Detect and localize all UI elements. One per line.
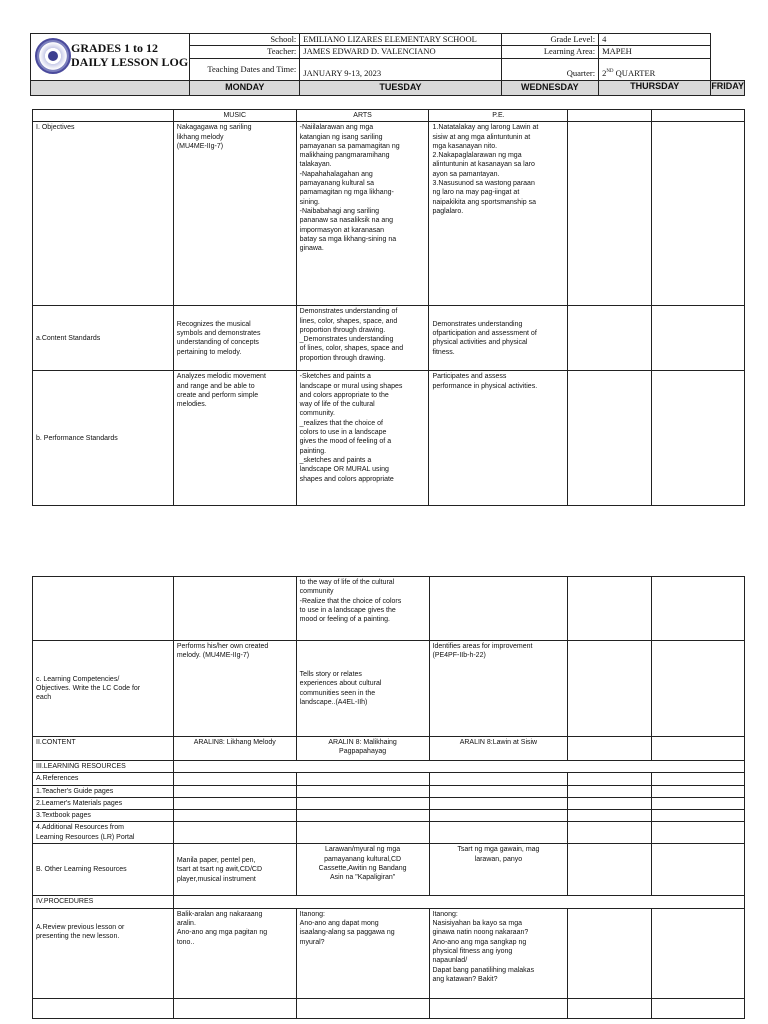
row-label-learning-resources: III.LEARNING RESOURCES	[33, 761, 174, 773]
other-resources-music: Manila paper, pentel pen, tsart at tsart ng awit,CD/CD player,musical instrument	[173, 844, 296, 896]
row-label-additional-resources: 4.Additional Resources from Learning Resources (LR) Portal	[33, 822, 174, 844]
table-row	[33, 773, 745, 785]
lesson-table-page2	[32, 576, 745, 1019]
teacher-value: JAMES EDWARD D. VALENCIANO	[300, 46, 501, 58]
content-pe: ARALIN 8:Lawin at Sisiw	[429, 737, 568, 761]
quarter-label: Quarter:	[501, 58, 598, 80]
content-arts: ARALIN 8: Malikhaing Pagpapahayag	[296, 737, 429, 761]
table-row	[33, 908, 745, 998]
row-label-other-resources: B. Other Learning Resources	[33, 844, 174, 896]
table-row	[33, 998, 745, 1018]
school-value: EMILIANO LIZARES ELEMENTARY SCHOOL	[300, 34, 501, 46]
table-row	[33, 785, 745, 797]
grade-level-label: Grade Level:	[501, 34, 598, 46]
review-arts: Itanong: Ano-ano ang dapat mong isaalang-alang sa paggawa ng myural?	[296, 908, 429, 998]
performance-standards-arts-continued: to the way of life of the cultural community -Realize that the choice of colors to use in a landscape gives the mood or feeling of a painting.	[296, 577, 429, 641]
logo-title-cell	[31, 34, 190, 81]
content-music: ARALIN8: Likhang Melody	[173, 737, 296, 761]
objectives-arts: -Naiilalarawan ang mga katangian ng isang sariling pamayanan sa pamamagitan ng malikhaing pangmaramihang talakayan. -Napahahalagahan ang pamayanang kultural sa pamamagitan ng mga likhang- sining. -Naibabahagi ang sariling pananaw sa nasaliksik na ang impormasyon at karanasan batay sa mga likhang-sining na ginawa.	[296, 122, 429, 306]
table-row	[33, 810, 745, 822]
grade-level-value: 4	[599, 34, 711, 46]
table-row	[33, 371, 745, 506]
table-row	[33, 737, 745, 761]
row-label-learners-materials: 2.Learner's Materials pages	[33, 797, 174, 809]
row-label-learning-competencies: c. Learning Competencies/ Objectives. Write the LC Code for each	[33, 641, 174, 737]
performance-standards-pe: Participates and assess performance in physical activities.	[429, 371, 568, 506]
day-tuesday: TUESDAY	[300, 80, 501, 95]
row-label-performance-standards: b. Performance Standards	[33, 371, 174, 506]
teaching-dates-value: JANUARY 9-13, 2023	[300, 58, 501, 80]
row-label-content-standards: a.Content Standards	[33, 306, 174, 371]
subject-corner	[33, 110, 174, 122]
day-wednesday: WEDNESDAY	[501, 80, 598, 95]
row-label-procedures: IV.PROCEDURES	[33, 896, 174, 908]
teaching-dates-label: Teaching Dates and Time:	[190, 58, 300, 80]
quarter-value: 2ND QUARTER	[599, 58, 711, 80]
performance-standards-music: Analyzes melodic movement and range and be able to create and perform simple melodies.	[173, 371, 296, 506]
subject-music: MUSIC	[173, 110, 296, 122]
table-row	[33, 896, 745, 908]
row-label-teachers-guide: 1.Teacher's Guide pages	[33, 785, 174, 797]
day-friday: FRIDAY	[711, 80, 745, 95]
row-label-references: A.References	[33, 773, 174, 785]
day-monday: MONDAY	[190, 80, 300, 95]
learning-area-value: MAPEH	[599, 46, 711, 58]
school-label: School:	[190, 34, 300, 46]
table-row	[33, 761, 745, 773]
row-label-textbook: 3.Textbook pages	[33, 810, 174, 822]
learning-competencies-arts: Tells story or relates experiences about cultural communities seen in the landscape..(A4EL-IIh)	[296, 641, 429, 737]
subject-arts: ARTS	[296, 110, 429, 122]
teacher-label: Teacher:	[190, 46, 300, 58]
table-row	[33, 822, 745, 844]
content-standards-pe: Demonstrates understanding ofparticipation and assessment of physical activities and physical fitness.	[429, 306, 568, 371]
content-standards-music: Recognizes the musical symbols and demonstrates understanding of concepts pertaining to melody.	[173, 306, 296, 371]
deped-seal-icon	[35, 38, 71, 74]
table-row	[33, 306, 745, 371]
review-music: Balik-aralan ang nakaraang aralin. Ano-ano ang mga pagitan ng tono..	[173, 908, 296, 998]
lesson-table-page1	[32, 109, 745, 506]
learning-competencies-music: Performs his/her own created melody. (MU4ME-IIg-7)	[173, 641, 296, 737]
table-row	[33, 577, 745, 641]
row-label-content: II.CONTENT	[33, 737, 174, 761]
performance-standards-arts: -Sketches and paints a landscape or mural using shapes and colors appropriate to the way of life of the cultural community. _realizes that the choice of colors to use in a landscape gives the mood of feeling of a painting. _sketches and paints a landscape OR MURAL using shapes and colors appropriate	[296, 371, 429, 506]
day-thursday: THURSDAY	[599, 80, 711, 95]
subject-pe: P.E.	[429, 110, 568, 122]
table-row	[33, 122, 745, 306]
other-resources-arts: Larawan/myural ng mga pamayanang kultural,CD Cassette,Awitin ng Bandang Asin na "Kapaligiran"	[296, 844, 429, 896]
review-pe: Itanong: Nasisiyahan ba kayo sa mga ginawa natin noong nakaraan? Ano-ano ang mga sangkap ng physical fitness ang iyong napaunlad/ Dapat bang panatilihing malakas ang katawan? Bakit?	[429, 908, 568, 998]
learning-competencies-pe: Identifies areas for improvement (PE4PF-IIb-h-22)	[429, 641, 568, 737]
row-label-objectives: I. Objectives	[33, 122, 174, 306]
learning-area-label: Learning Area:	[501, 46, 598, 58]
table-row	[33, 797, 745, 809]
table-row	[33, 641, 745, 737]
header-table	[30, 33, 745, 96]
objectives-pe: 1.Natatalakay ang larong Lawin at sisiw at ang mga alintuntunin at mga kasanayan nito. 2.Nakapaglalarawan ng mga alintuntunin at kasanayan sa laro ayon sa pamantayan. 3.Nasusunod sa wastong paraan ng laro na may pag-iingat at naipakikita ang sportsmanship sa paglalaro.	[429, 122, 568, 306]
content-standards-arts: Demonstrates understanding of lines, color, shapes, space, and proportion through drawing. _Demonstrates understanding of lines, color, shapes, space and proportion through drawing.	[296, 306, 429, 371]
row-label-review: A.Review previous lesson or presenting the new lesson.	[33, 908, 174, 998]
other-resources-pe: Tsart ng mga gawain, mag larawan, panyo	[429, 844, 568, 896]
days-corner	[31, 80, 190, 95]
table-row	[33, 844, 745, 896]
objectives-music: Nakagagawa ng sariling likhang melody (MU4ME-IIg-7)	[173, 122, 296, 306]
document-title: GRADES 1 to 12 DAILY LESSON LOG	[71, 41, 189, 70]
